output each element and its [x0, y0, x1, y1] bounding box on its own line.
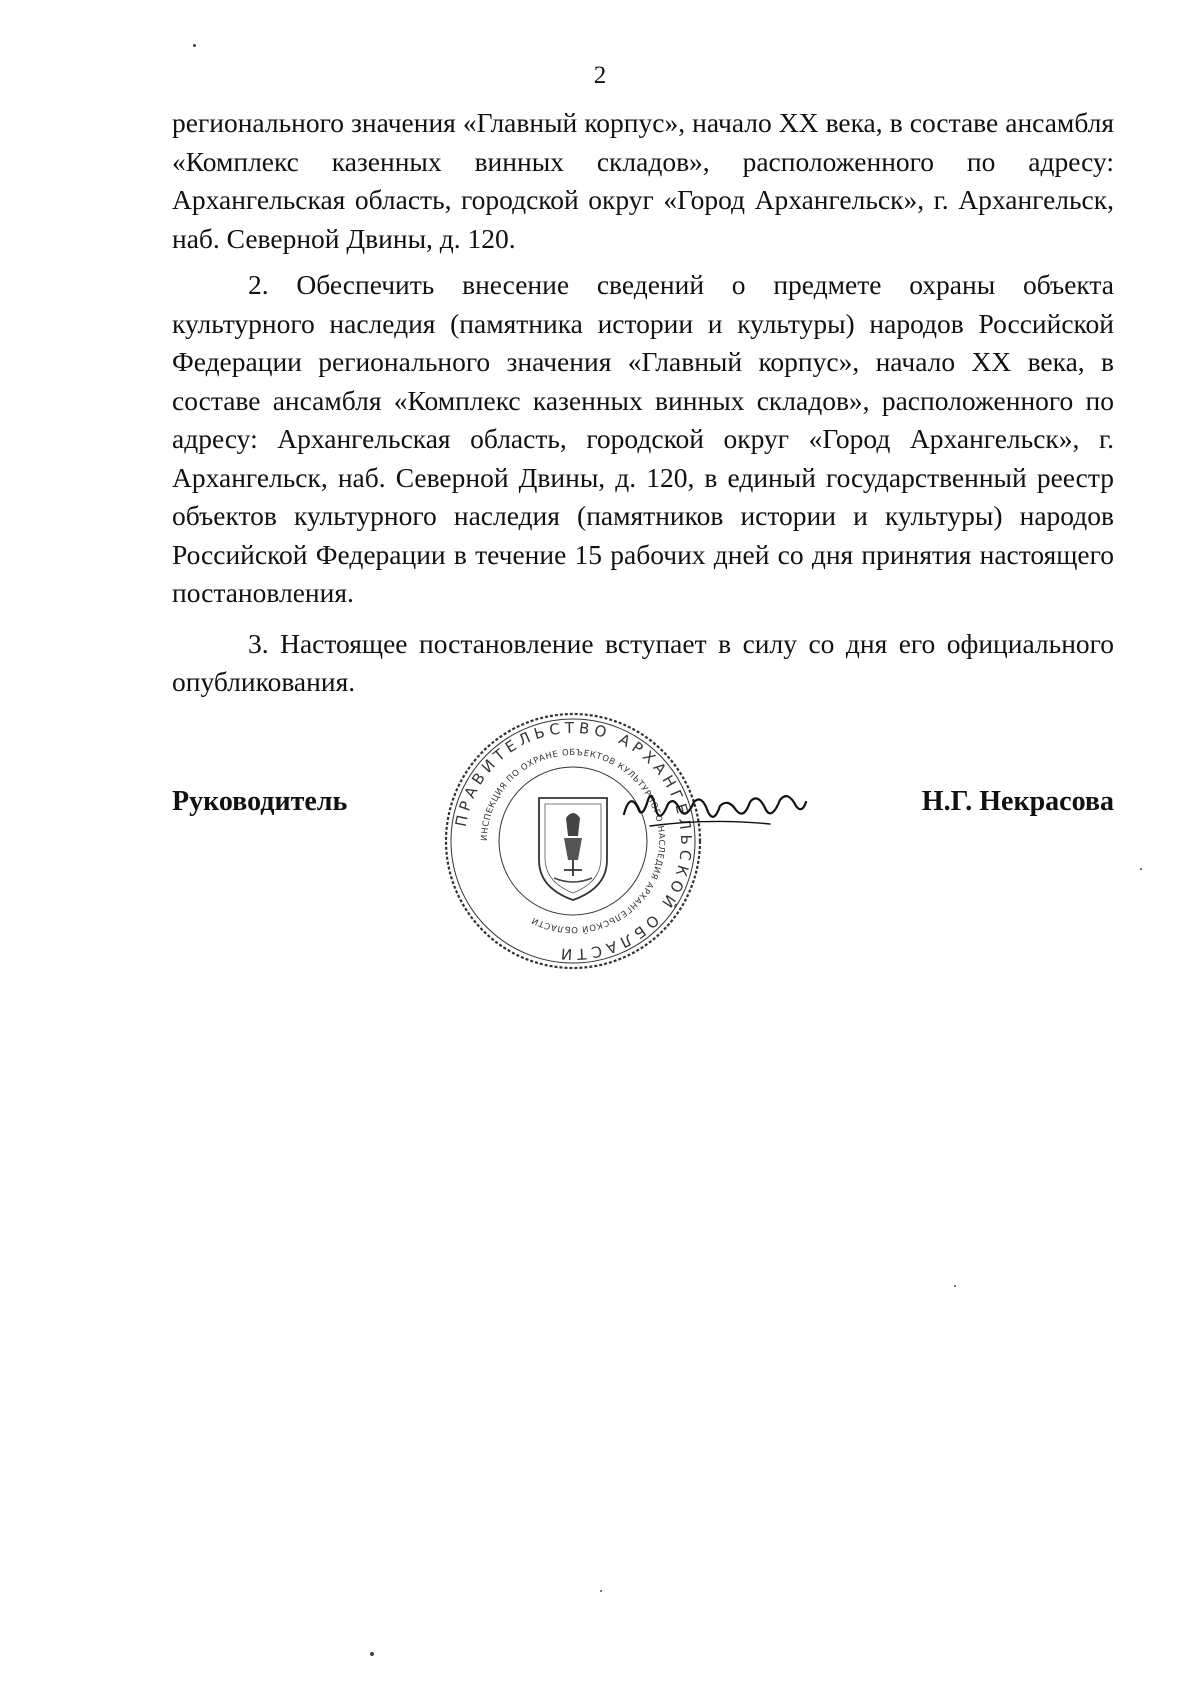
paragraph-item-3: 3. Настоящее постановление вступает в силу со дня его официального опубликования. [172, 627, 1114, 697]
seal-outer-text: ПРАВИТЕЛЬСТВО АРХАНГЕЛЬСКОЙ ОБЛАСТИ [451, 718, 696, 964]
page-number: 2 [593, 62, 607, 89]
official-seal [442, 710, 704, 972]
scan-speck [600, 1590, 602, 1592]
paragraph-item-2: 2. Обеспечить внесение сведений о предмете охраны объекта культурного наследия (памятника истории и культуры) народов Российской Федерации регионального значения «Главный корпус», начало XX века, в составе ансамбля «Комплекс казенных винных складов», расположенного по адресу: Архангельская область, городской округ «Город Архангельск», г. Архангельск, наб. Северной Двины, д. 120, в единый государственный реестр объектов культурного наследия (памятников истории и культуры) народов Российской Федерации в течение 15 рабочих дней со дня принятия настоящего постановления. [172, 269, 1114, 608]
document-body [172, 104, 1114, 702]
seal-inner-text: ИНСПЕКЦИЯ ПО ОХРАНЕ ОБЪЕКТОВ КУЛЬТУРНОГО НАСЛЕДИЯ АРХАНГЕЛЬСКОЙ ОБЛАСТИ [479, 747, 667, 935]
scan-speck [954, 1285, 956, 1287]
scan-speck [193, 44, 196, 47]
paragraph-1-continuation: регионального значения «Главный корпус», начало XX века, в составе ансамбля «Комплекс казенных винных складов», расположенного по адресу: Архангельская область, городской округ «Город Архангельск», г. Архангельск, наб. Северной Двины, д. 120. [172, 107, 1114, 254]
signature-name: Н.Г. Некрасова [921, 786, 1114, 817]
handwritten-signature [620, 780, 810, 840]
signature-title: Руководитель [172, 786, 348, 817]
scan-speck [1140, 868, 1142, 870]
scan-speck [370, 1652, 374, 1656]
coat-of-arms-icon [539, 798, 607, 900]
